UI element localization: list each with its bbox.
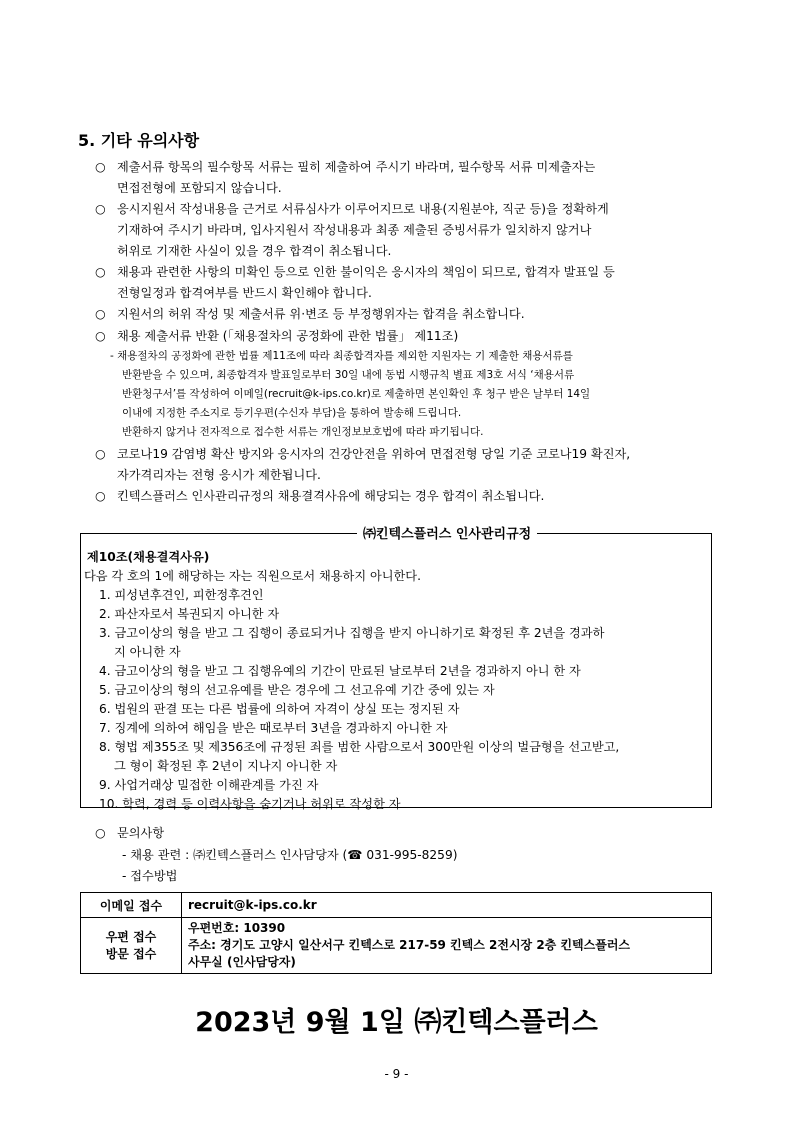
return-detail-line: 반환하지 않거나 전자적으로 접수한 서류는 개인정보보호법에 따라 파기됩니다. (122, 426, 484, 438)
regulation-item: 10. 학력, 경력 등 이력사항을 숨기거나 허위로 작성한 자 (99, 797, 401, 811)
circle-bullet-icon: ○ (95, 826, 106, 840)
inquiry-contact: - 채용 관련 : ㈜킨텍스플러스 인사담당자 (☎ 031-995-8259) (122, 848, 458, 862)
phone-icon: ☎ (347, 848, 363, 862)
inquiry-method: - 접수방법 (122, 869, 178, 883)
regulation-item: 4. 금고이상의 형을 받고 그 집행유예의 기간이 만료된 날로부터 2년을 경과하지 아니 한 자 (99, 664, 581, 678)
circle-bullet-icon: ○ (95, 160, 106, 174)
regulation-item: 9. 사업거래상 밀접한 이해관계를 가진 자 (99, 778, 319, 792)
regulation-article: 제10조(채용결격사유) (87, 550, 210, 564)
inquiry-heading: ○ 문의사항 (95, 823, 164, 843)
regulation-item: 8. 형법 제355조 및 제356조에 규정된 죄를 범한 사람으로서 300만원 이상의 벌금형을 선고받고, (99, 740, 620, 754)
circle-bullet-icon: ○ (95, 447, 106, 461)
note-1: ○ 제출서류 항목의 필수항목 서류는 필히 제출하여 주시기 바라며, 필수항목 서류 미제출자는 (95, 157, 595, 177)
note-4: ○ 지원서의 허위 작성 및 제출서류 위·변조 등 부정행위자는 합격을 취소합니다. (95, 304, 525, 324)
note-1-cont: 면접전형에 포함되지 않습니다. (117, 181, 282, 195)
regulation-intro: 다음 각 호의 1에 해당하는 자는 직원으로서 채용하지 아니한다. (84, 569, 421, 583)
regulation-item: 3. 금고이상의 형을 받고 그 집행이 종료되거나 집행을 받지 아니하기로 확정된 후 2년을 경과하 (99, 626, 605, 640)
issue-date: 2023년 9월 1일 ㈜킨텍스플러스 (195, 1007, 598, 1038)
regulation-item: 6. 법원의 판결 또는 다른 법률에 의하여 자격이 상실 또는 정지된 자 (99, 702, 460, 716)
post-visit-label: 우편 접수 방문 접수 (81, 918, 182, 974)
note-2-cont: 허위로 기재한 사실이 있을 경우 합격이 취소됩니다. (117, 244, 392, 258)
note-5: ○ 채용 제출서류 반환 (「채용절차의 공정화에 관한 법률」 제11조) (95, 326, 458, 346)
table-row (81, 893, 712, 918)
email-value: recruit@k-ips.co.kr (182, 893, 712, 918)
circle-bullet-icon: ○ (95, 329, 106, 343)
circle-bullet-icon: ○ (95, 265, 106, 279)
regulation-item-cont: 지 아니한 자 (114, 645, 181, 659)
note-7: ○ 킨텍스플러스 인사관리규정의 채용결격사유에 해당되는 경우 합격이 취소됩니다. (95, 486, 544, 506)
note-2: ○ 응시지원서 작성내용을 근거로 서류심사가 이루어지므로 내용(지원분야, 직군 등)을 정확하게 (95, 199, 609, 219)
note-2-cont: 기재하여 주시기 바라며, 입사지원서 작성내용과 최종 제출된 증빙서류가 일치하지 않거나 (117, 223, 592, 237)
table-row (81, 918, 712, 974)
return-detail-line: - 채용절차의 공정화에 관한 법률 제11조에 따라 최종합격자를 제외한 지원자는 기 제출한 채용서류를 (110, 350, 573, 362)
title-rule-left (274, 533, 356, 534)
return-detail-line: 이내에 지정한 주소지로 등기우편(수신자 부담)을 통하여 발송해 드립니다. (122, 407, 462, 419)
regulation-title-bar (80, 521, 712, 545)
address-line: 사무실 (인사담당자) (188, 955, 296, 969)
note-6-cont: 자가격리자는 전형 응시가 제한됩니다. (117, 468, 321, 482)
postcode: 우편번호: 10390 (188, 921, 286, 935)
regulation-item: 2. 파산자로서 복권되지 아니한 자 (99, 607, 280, 621)
section-title: 5. 기타 유의사항 (78, 131, 200, 150)
circle-bullet-icon: ○ (95, 202, 106, 216)
page-number: - 9 - (384, 1067, 409, 1081)
regulation-item: 5. 금고이상의 형의 선고유예를 받은 경우에 그 선고유예 기간 중에 있는 자 (99, 683, 495, 697)
regulation-item: 7. 징계에 의하여 해임을 받은 때로부터 3년을 경과하지 아니한 자 (99, 721, 448, 735)
address-cell (182, 918, 712, 974)
note-3-cont: 전형일정과 합격여부를 반드시 확인해야 합니다. (117, 286, 372, 300)
circle-bullet-icon: ○ (95, 307, 106, 321)
regulation-item-cont: 그 형이 확정된 후 2년이 지나지 아니한 자 (114, 759, 338, 773)
return-detail-line: 반환청구서’를 작성하여 이메일(recruit@k-ips.co.kr)로 제출하면 본인확인 후 청구 받은 날부터 14일 (122, 388, 591, 400)
regulation-title: ㈜킨텍스플러스 인사관리규정 (357, 523, 537, 542)
regulation-item: 1. 피성년후견인, 피한정후견인 (99, 588, 264, 602)
return-detail-line: 반환받을 수 있으며, 최종합격자 발표일로부터 30일 내에 동법 시행규칙 별표 제3호 서식 ‘채용서류 (122, 369, 575, 381)
contact-table (80, 892, 712, 974)
note-3: ○ 채용과 관련한 사항의 미확인 등으로 인한 불이익은 응시자의 책임이 되므로, 합격자 발표일 등 (95, 262, 615, 282)
email-label: 이메일 접수 (81, 893, 182, 918)
note-6: ○ 코로나19 감염병 확산 방지와 응시자의 건강안전을 위하여 면접전형 당일 기준 코로나19 확진자, (95, 444, 630, 464)
address-line: 주소: 경기도 고양시 일산서구 킨텍스로 217-59 킨텍스 2전시장 2층 킨텍스플러스 (188, 938, 630, 952)
circle-bullet-icon: ○ (95, 489, 106, 503)
